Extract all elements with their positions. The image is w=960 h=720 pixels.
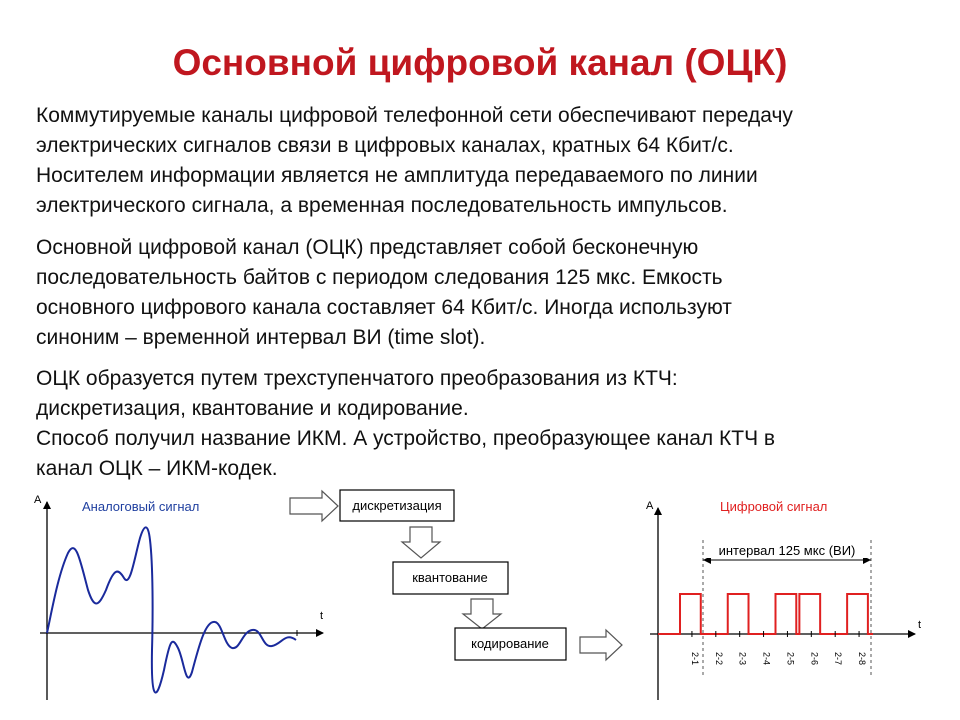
text-line: последовательность байтов с периодом следования 125 мкс. Емкость [36, 266, 723, 289]
text-line: электрических сигналов связи в цифровых каналах, кратных 64 Кбит/с. [36, 134, 734, 157]
bit-label: 2-8 [857, 652, 868, 666]
bit-label: 2-5 [785, 652, 796, 666]
paragraph-conversion [36, 364, 916, 484]
paragraph-definition [36, 233, 916, 353]
bit-label: 2-6 [809, 652, 820, 666]
text-line: канал ОЦК – ИКМ-кодек. [36, 457, 278, 480]
analog-x-label: t [320, 610, 324, 622]
text-line: дискретизация, квантование и кодирование. [36, 397, 469, 420]
pcm-diagram [0, 478, 960, 720]
digital-panel [646, 499, 921, 700]
text-line: Основной цифровой канал (ОЦК) представляет собой бесконечную [36, 236, 699, 259]
text-line: синоним – временной интервал ВИ (time slot). [36, 326, 486, 349]
paragraph-intro [36, 101, 916, 221]
arrow-right-icon [290, 491, 338, 521]
arrow-down-icon [402, 527, 440, 558]
digital-x-label: t [918, 619, 922, 631]
conversion-steps [290, 490, 622, 660]
text-line: электрического сигнала, а временная последовательность импульсов. [36, 194, 728, 217]
step-sampling-label: дискретизация [352, 498, 442, 513]
analog-y-label: A [34, 494, 42, 506]
text-line: ОЦК образуется путем трехступенчатого преобразования из КТЧ: [36, 367, 678, 390]
text-line: основного цифрового канала составляет 64 Кбит/с. Иногда используют [36, 296, 732, 319]
bit-label: 2-7 [833, 652, 844, 666]
analog-panel [34, 494, 323, 700]
arrow-down-icon [463, 599, 501, 629]
bit-label: 2-1 [689, 652, 700, 666]
text-line: Способ получил название ИКМ. А устройство, преобразующее канал КТЧ в [36, 427, 776, 450]
page-title: Основной цифровой канал (ОЦК) [172, 42, 788, 83]
bit-label: 2-2 [713, 652, 724, 666]
digital-pulse-train [658, 594, 873, 634]
analog-signal-wave [47, 527, 296, 692]
step-coding-label: кодирование [471, 636, 549, 651]
analog-signal-label: Аналоговый сигнал [82, 499, 200, 514]
arrow-right-icon [580, 630, 622, 660]
interval-label: интервал 125 мкс (ВИ) [718, 543, 856, 558]
bit-label: 2-3 [737, 652, 748, 666]
digital-y-label: A [646, 500, 654, 512]
digital-signal-label: Цифровой сигнал [720, 499, 828, 514]
bit-label: 2-4 [761, 652, 772, 666]
text-line: Коммутируемые каналы цифровой телефонной сети обеспечивают передачу [36, 104, 793, 127]
text-line: Носителем информации является не амплитуда передаваемого по линии [36, 164, 758, 187]
step-quantization-label: квантование [412, 570, 488, 585]
